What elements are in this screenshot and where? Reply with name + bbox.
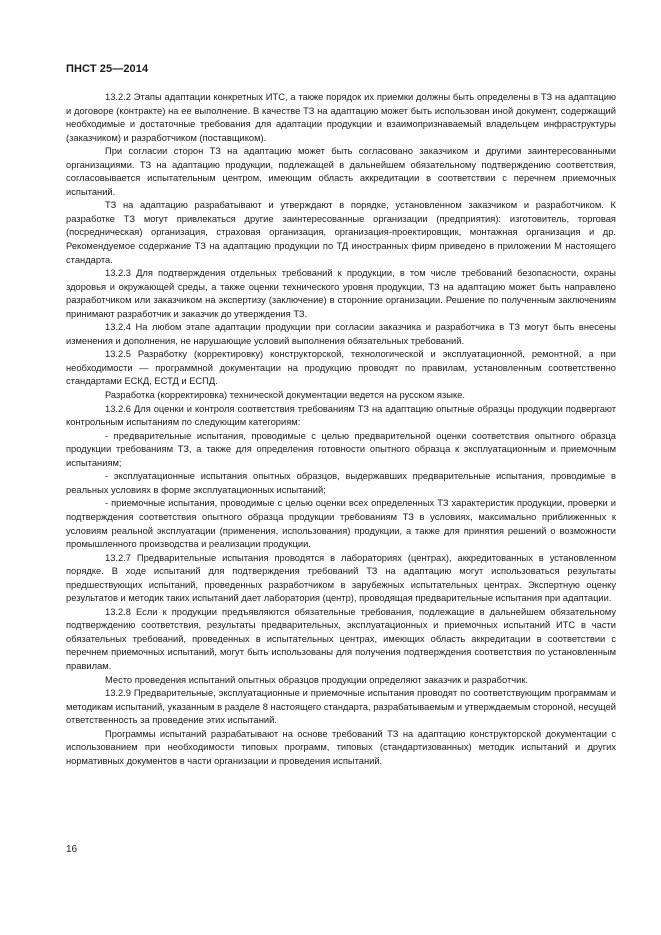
paragraph-13-2-6: 13.2.6 Для оценки и контроля соответствия требованиям ТЗ на адаптацию опытные образцы продукции подвергают контрольным испытаниям по следующим категориям: bbox=[66, 403, 616, 428]
paragraph-13-2-3: 13.2.3 Для подтверждения отдельных требований к продукции, в том числе требований безопасности, охраны здоровья и окружающей среды, а также оценки технического уровня продукции, ТЗ на адаптацию может быть направлено разработчиком или заказчиком на экспертизу (заключение) в сторонние организации. Решение по полученным заключениям принимают разработчик и заказчик до утверждения ТЗ. bbox=[66, 268, 616, 319]
paragraph-13-2-2: 13.2.2 Этапы адаптации конкретных ИТС, а также порядок их приемки должны быть определены в ТЗ на адаптацию и договоре (контракте) на ее выполнение. В качестве ТЗ на адаптацию может быть использован иной документ, содержащий необходимые и достаточные требования для адаптации продукции и взаимопризнаваемый владельцем инфраструктуры (заказчиком) и разработчиком (поставщиком). bbox=[66, 92, 616, 143]
paragraph-13-2-9: 13.2.9 Предварительные, эксплуатационные и приемочные испытания проводят по соответствующим программам и методикам испытаний, указанным в разделе 8 настоящего стандарта, разрабатываемым и утверждаемым стороной, несущей ответственность за проведение этих испытаний. bbox=[66, 688, 616, 726]
list-item: - эксплуатационные испытания опытных образцов, выдержавших предварительные испытания, проводимые в реальных условиях в форме эксплуатационных испытаний; bbox=[66, 471, 616, 495]
list-item: - предварительные испытания, проводимые с целью предварительной оценки соответствия опытного образца продукции требованиям ТЗ, а также для определения готовности опытного образца к эксплуатационным и приемочным испытаниям; bbox=[66, 430, 616, 468]
paragraph: Место проведения испытаний опытных образцов продукции определяют заказчик и разработчик. bbox=[105, 674, 529, 685]
document-header: ПНСТ 25—2014 bbox=[66, 63, 149, 75]
document-body bbox=[66, 91, 616, 768]
paragraph-13-2-5: 13.2.5 Разработку (корректировку) конструкторской, технологической и эксплуатационной, ремонтной, а при необходимости — программной документации на продукцию проводят по правилам, установленным соответственно стандартами ЕСКД, ЕСТД и ЕСПД. bbox=[66, 349, 616, 387]
paragraph-13-2-8: 13.2.8 Если к продукции предъявляются обязательные требования, подлежащие в дальнейшем обязательному подтверждению соответствия, результаты предварительных, эксплуатационных и приемочных испытаний ИТС в части обязательных требований, проведенных в испытательных центрах, имеющих область аккредитации в соответствии с перечнем приемочных испытаний, могут быть использованы для получения подтверждения соответствия по установленным правилам. bbox=[66, 606, 616, 671]
paragraph: Программы испытаний разрабатывают на основе требований ТЗ на адаптацию конструкторской документации с использованием при необходимости типовых программ, типовых (стандартизованных) методик испытаний и других нормативных документов в части организации и проведения испытаний. bbox=[66, 728, 616, 766]
list-item: - приемочные испытания, проводимые с целью оценки всех определенных ТЗ характеристик продукции, проверки и подтверждения соответствия опытного образца продукции требованиям ТЗ в условиях, максимально приближенных к условиям реальной эксплуатации (применения, использования) продукции, а также для принятия решений о возможности промышленного производства и реализации продукции. bbox=[66, 498, 616, 550]
page-number: 16 bbox=[66, 844, 78, 855]
paragraph-13-2-4: 13.2.4 На любом этапе адаптации продукции при согласии заказчика и разработчика в ТЗ могут быть внесены изменения и дополнения, не нарушающие условий выполнения обязательных требований. bbox=[66, 322, 616, 346]
paragraph: ТЗ на адаптацию разрабатывают и утверждают в порядке, установленном заказчиком и разработчиком. К разработке ТЗ могут привлекаться другие заинтересованные организации (предприятия): изготовитель, торговая (посредническая) организация, страховая организация, организация-проектировщик, монтажная организация и др. Рекомендуемое содержание ТЗ на адаптацию продукции по ТД иностранных фирм приведено в приложении М настоящего стандарта. bbox=[66, 200, 616, 265]
paragraph: При согласии сторон ТЗ на адаптацию может быть согласовано заказчиком и другими заинтересованными организациями. ТЗ на адаптацию продукции, подлежащей в дальнейшем обязательному подтверждению соответствия, согласовывается испытательным центром, имеющим область аккредитации в соответствии с перечнем приемочных испытаний. bbox=[66, 146, 616, 197]
paragraph: Разработка (корректировка) технической документации ведется на русском языке. bbox=[105, 390, 465, 401]
paragraph-13-2-7: 13.2.7 Предварительные испытания проводятся в лабораториях (центрах), аккредитованных в установленном порядке. В ходе испытаний для подтверждения требований ТЗ на адаптацию могут использоваться результаты предшествующих испытаний, проведенных разработчиком в зарубежных испытательных центрах. Экспертную оценку результатов и методик таких испытаний дает лаборатория (центр), проводящая предварительные испытания при адаптации. bbox=[66, 552, 616, 604]
